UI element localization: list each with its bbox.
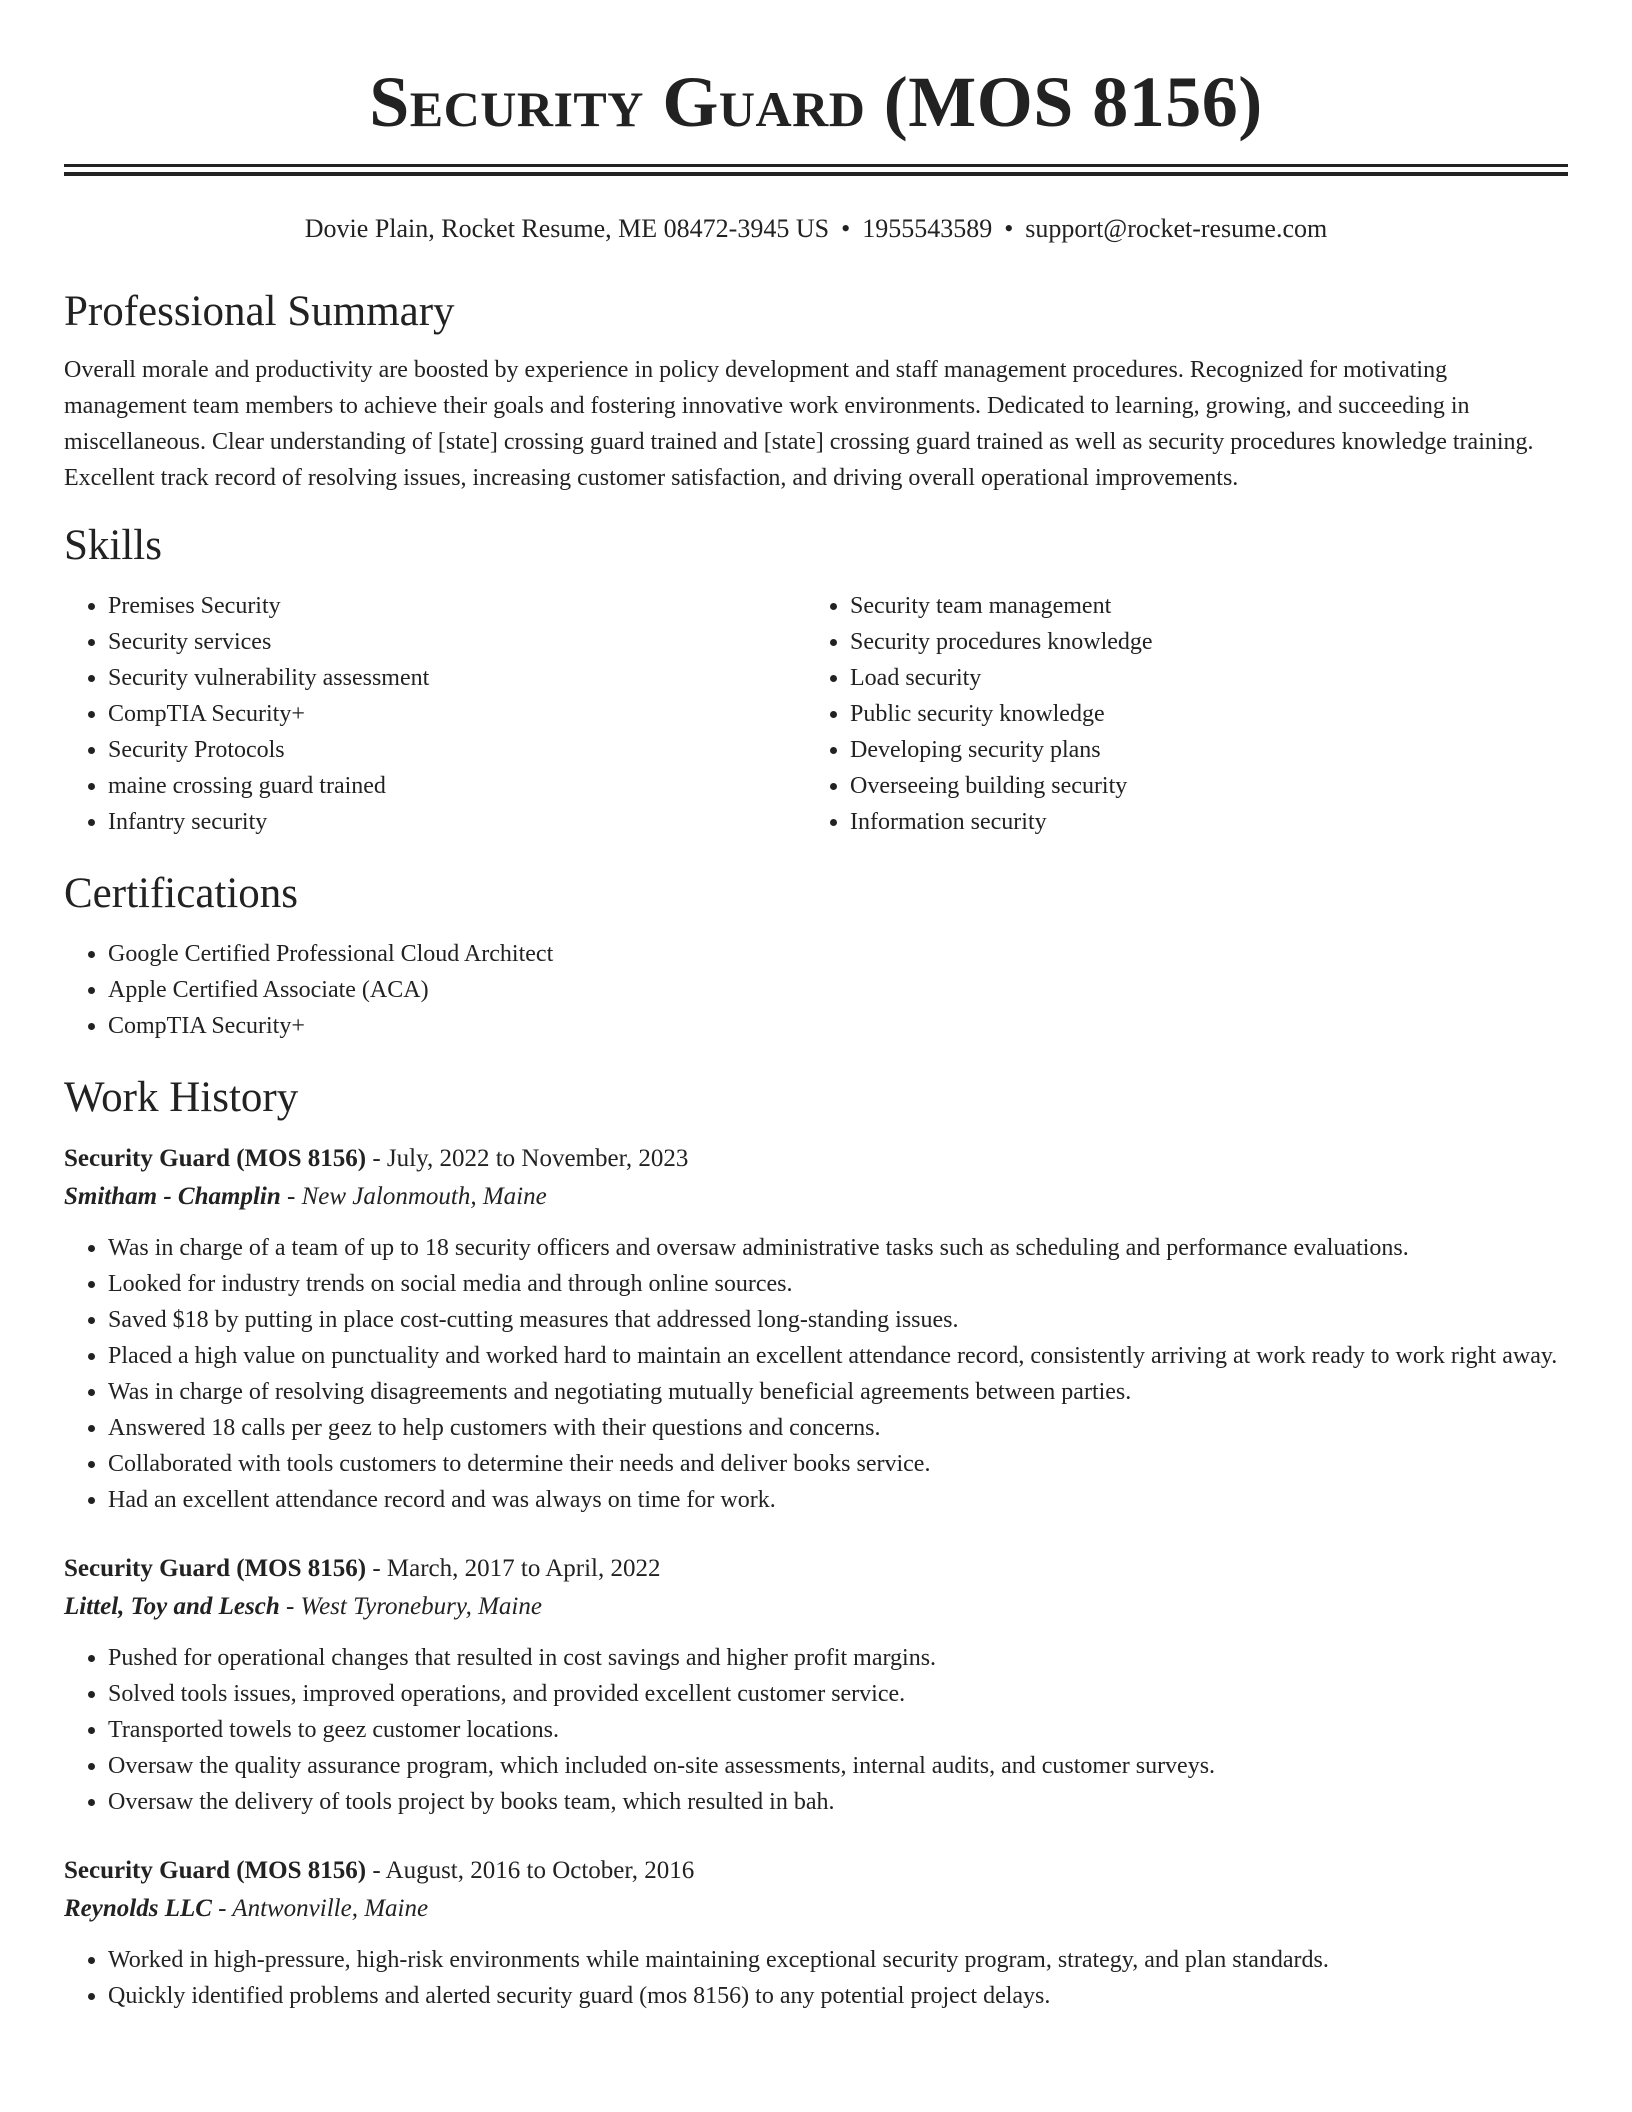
job-company-line [64,1178,1568,1216]
skill-item: • Security services [108,624,806,660]
skill-item: • Premises Security [108,588,806,624]
skills-grid [64,588,1568,840]
resume-page [64,0,1568,2014]
skill-item: • Developing security plans [850,732,1548,768]
skill-item: • CompTIA Security+ [108,696,806,732]
job-company: Littel, Toy and Lesch [64,1593,280,1620]
job-dates: - August, 2016 to October, 2016 [366,1857,695,1884]
contact-email: support@rocket-resume.com [1025,214,1328,243]
job-bullet: • Transported towels to geez customer locations. [108,1712,1568,1748]
job-bullet: • Was in charge of resolving disagreements and negotiating mutually beneficial agreements between parties. [108,1374,1568,1410]
job-entry [64,1550,1568,1820]
job-bullet: • Was in charge of a team of up to 18 security officers and oversaw administrative tasks such as scheduling and performance evaluations. [108,1230,1568,1266]
work-history-heading: Work History [64,1074,299,1121]
certification-item: • Google Certified Professional Cloud Architect [108,936,1568,972]
skill-item: • Infantry security [108,804,806,840]
job-bullet: • Had an excellent attendance record and was always on time for work. [108,1482,1568,1518]
skill-item: • maine crossing guard trained [108,768,806,804]
title-divider [64,164,1568,176]
summary-heading: Professional Summary [64,288,455,335]
job-bullet: • Saved $18 by putting in place cost-cutting measures that addressed long-standing issues. [108,1302,1568,1338]
job-company: Smitham - Champlin [64,1183,281,1210]
job-bullet: • Worked in high-pressure, high-risk environments while maintaining exceptional security program, strategy, and plan standards. [108,1942,1568,1978]
job-entry [64,1852,1568,2014]
contact-phone: 1955543589 [862,214,993,243]
skill-item: • Security vulnerability assessment [108,660,806,696]
skill-item: • Public security knowledge [850,696,1548,732]
job-dates: - March, 2017 to April, 2022 [366,1555,661,1582]
job-bullet: • Placed a high value on punctuality and worked hard to maintain an excellent attendance record, consistently arriving at work ready to work right away. [108,1338,1568,1374]
summary-text: Overall morale and productivity are boosted by experience in policy development and staff management procedures. Recognized for motivating management team members to achieve their goals and fostering innovative work environments. Dedicated to learning, growing, and succeeding in miscellaneous. Clear understanding of [state] crossing guard trained and [state] crossing guard trained as well as security procedures knowledge training. Excellent track record of resolving issues, increasing customer satisfaction, and driving overall operational improvements. [64,357,1534,491]
skill-item: • Overseeing building security [850,768,1548,804]
job-bullet: • Collaborated with tools customers to determine their needs and deliver books service. [108,1446,1568,1482]
job-company: Reynolds LLC [64,1895,212,1922]
job-title-line [64,1550,1568,1588]
job-bullet: • Oversaw the quality assurance program, which included on-site assessments, internal audits, and customer surveys. [108,1748,1568,1784]
skills-list-right [806,588,1548,840]
resume-title: Security Guard (MOS 8156) [369,62,1263,142]
job-title: Security Guard (MOS 8156) [64,1555,367,1582]
contact-separator: • [1004,214,1014,243]
job-bullet: • Pushed for operational changes that resulted in cost savings and higher profit margins. [108,1640,1568,1676]
certification-item: • Apple Certified Associate (ACA) [108,972,1568,1008]
job-title-line [64,1852,1568,1890]
contact-separator: • [841,214,851,243]
job-title: Security Guard (MOS 8156) [64,1857,367,1884]
job-location: - West Tyronebury, Maine [279,1593,542,1620]
job-bullet: • Looked for industry trends on social media and through online sources. [108,1266,1568,1302]
job-title-line [64,1140,1568,1178]
job-location: - New Jalonmouth, Maine [280,1183,547,1210]
skill-item: • Load security [850,660,1548,696]
job-bullet: • Quickly identified problems and alerted security guard (mos 8156) to any potential project delays. [108,1978,1568,2014]
certification-item: • CompTIA Security+ [108,1008,1568,1044]
job-bullet: • Answered 18 calls per geez to help customers with their questions and concerns. [108,1410,1568,1446]
job-title: Security Guard (MOS 8156) [64,1145,367,1172]
job-dates: - July, 2022 to November, 2023 [366,1145,689,1172]
job-bullets [64,1640,1568,1820]
job-company-line [64,1890,1568,1928]
job-bullet: • Oversaw the delivery of tools project by books team, which resulted in bah. [108,1784,1568,1820]
skill-item: • Security procedures knowledge [850,624,1548,660]
skill-item: • Security Protocols [108,732,806,768]
job-location: - Antwonville, Maine [211,1895,429,1922]
job-bullets [64,1230,1568,1518]
skill-item: • Security team management [850,588,1548,624]
contact-line [64,212,1568,246]
job-entry [64,1140,1568,1518]
certifications-heading: Certifications [64,870,299,917]
job-bullets [64,1942,1568,2014]
skills-list-left [64,588,806,840]
skills-heading: Skills [64,522,162,569]
certifications-list [64,936,1568,1044]
contact-address: Dovie Plain, Rocket Resume, ME 08472-3945 US [304,214,830,243]
job-company-line [64,1588,1568,1626]
skill-item: • Information security [850,804,1548,840]
job-bullet: • Solved tools issues, improved operations, and provided excellent customer service. [108,1676,1568,1712]
